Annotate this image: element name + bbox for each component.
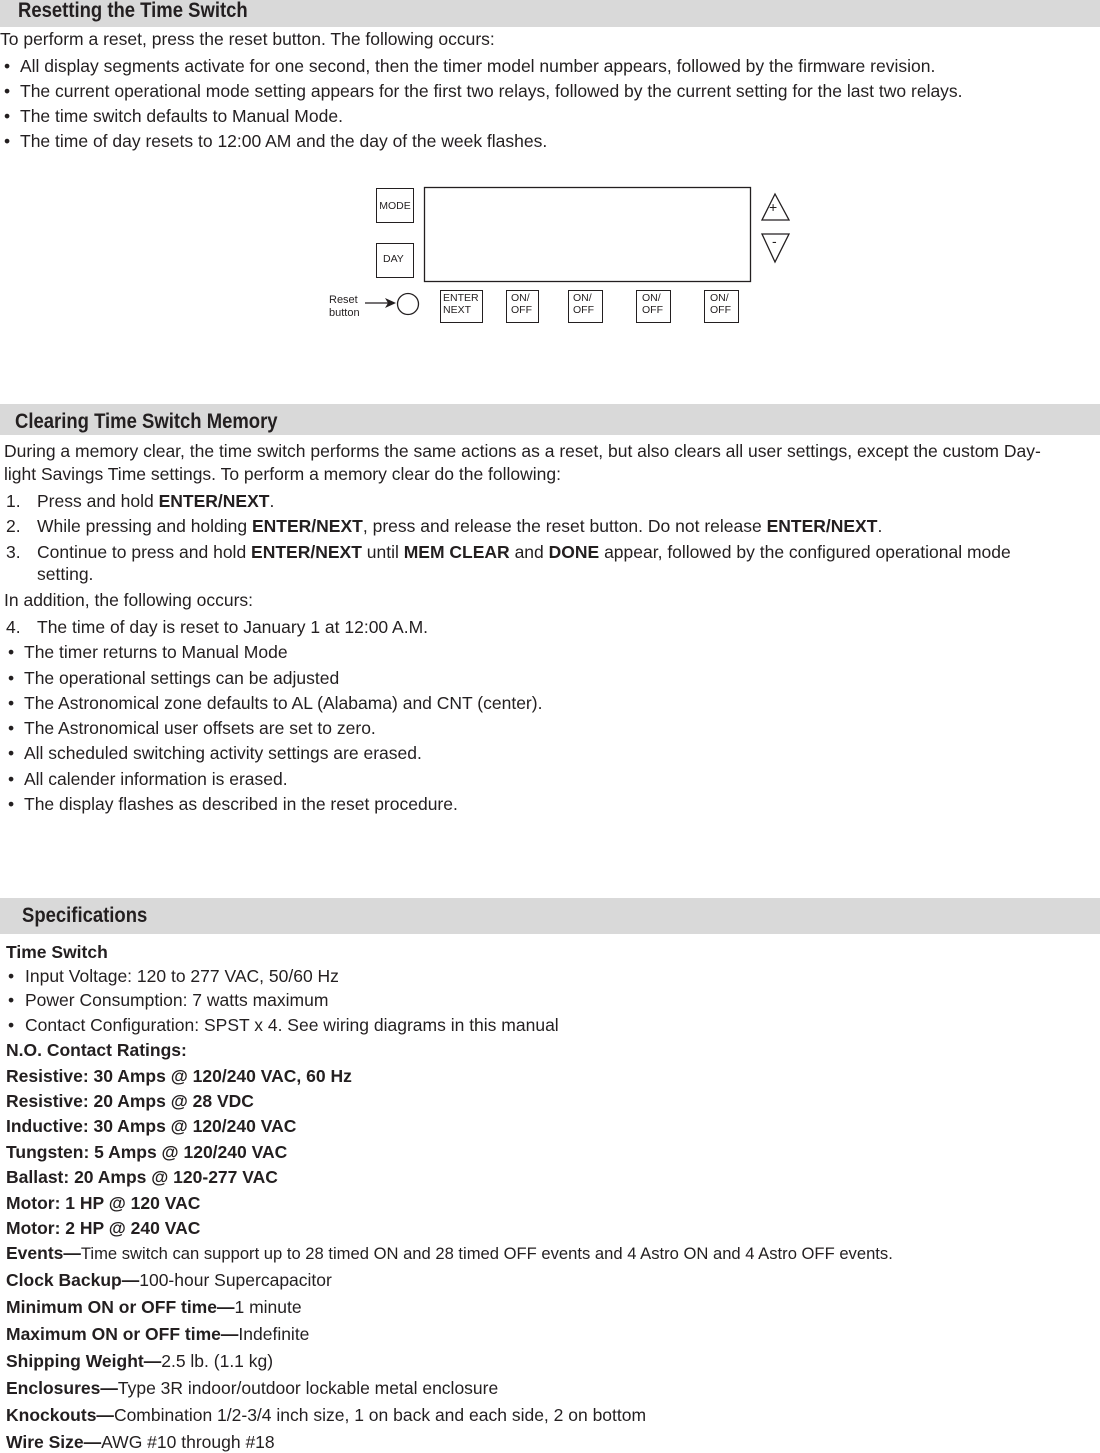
spec-key: Shipping Weight— <box>6 1351 162 1371</box>
onoff-label: ON/ <box>642 292 661 304</box>
section-title: Clearing Time Switch Memory <box>15 410 278 433</box>
step-number: 1. <box>6 491 21 511</box>
rating-line <box>6 1090 254 1112</box>
clear-paragraph-line: light Savings Time settings. To perform a memory clear do the following: <box>4 464 562 484</box>
next-label: NEXT <box>443 304 472 316</box>
rating-text: Motor: 2 HP @ 240 VAC <box>6 1218 201 1238</box>
step-text: until <box>361 542 404 562</box>
step-text: , press and release the reset button. Do not release <box>362 516 767 536</box>
spec-item-enclosures <box>6 1377 498 1399</box>
section-title: Resetting the Time Switch <box>18 0 248 22</box>
list-item: The timer returns to Manual Mode <box>24 642 288 662</box>
step-key-text: ENTER/NEXT <box>252 516 363 536</box>
step-3-continued: setting. <box>37 564 94 584</box>
clear-paragraph-line: During a memory clear, the time switch performs the same actions as a reset, but also clears all user settings, except the custom Day- <box>4 441 1041 461</box>
list-item: The display flashes as described in the reset procedure. <box>24 794 458 814</box>
list-item: The Astronomical user offsets are set to zero. <box>24 718 376 738</box>
spec-key: Maximum ON or OFF time— <box>6 1324 239 1344</box>
step-text: . <box>269 491 275 511</box>
spec-value: Type 3R indoor/outdoor lockable metal enclosure <box>117 1378 499 1398</box>
spec-value: AWG #10 through #18 <box>101 1432 275 1452</box>
spec-value: Indefinite <box>238 1324 310 1344</box>
reset-button-icon <box>398 294 419 315</box>
time-switch-label: Time Switch <box>6 942 108 962</box>
onoff-label: OFF <box>642 304 663 316</box>
step-text: and <box>509 542 549 562</box>
bullet-marker: • <box>8 743 15 763</box>
spec-value: Time switch can support up to 28 timed ON and 28 timed OFF events and 4 Astro ON and 4 Astro OFF events. <box>80 1244 893 1263</box>
step-text: Press and hold <box>37 491 159 511</box>
spec-key: Knockouts— <box>6 1405 114 1425</box>
step-text: appear, followed by the configured operational mode <box>599 542 1011 562</box>
list-item: The current operational mode setting appears for the first two relays, followed by the current setting for the last two relays. <box>20 81 963 101</box>
spec-item-min-time <box>6 1296 302 1318</box>
list-item: All scheduled switching activity settings are erased. <box>24 743 422 763</box>
step-key-text: ENTER/NEXT <box>766 516 878 536</box>
step-text: . <box>877 516 883 536</box>
relay-3-onoff-key[interactable] <box>636 290 671 323</box>
step-1 <box>37 490 274 512</box>
bullet-marker: • <box>8 668 15 688</box>
spec-value: 100-hour Supercapacitor <box>139 1270 332 1290</box>
section-header-clear <box>0 404 1100 435</box>
rating-line <box>6 1141 287 1163</box>
step-key-text: DONE <box>548 542 600 562</box>
rating-text: Ballast: 20 Amps @ 120-277 VAC <box>6 1167 278 1187</box>
step-text: While pressing and holding <box>37 516 252 536</box>
rating-line <box>6 1065 352 1087</box>
bullet-marker: • <box>8 642 15 662</box>
spec-key: Minimum ON or OFF time— <box>6 1297 235 1317</box>
step-4: The time of day is reset to January 1 at 12:00 A.M. <box>37 617 429 637</box>
onoff-label: OFF <box>710 304 731 316</box>
time-switch-heading <box>6 941 108 963</box>
spec-item-events <box>6 1242 893 1265</box>
spec-key: Wire Size— <box>6 1432 102 1452</box>
onoff-label: ON/ <box>511 292 530 304</box>
list-item: Contact Configuration: SPST x 4. See wiring diagrams in this manual <box>25 1015 559 1035</box>
minus-label: - <box>772 233 777 249</box>
reset-label <box>329 294 360 320</box>
spec-key: Clock Backup— <box>6 1270 140 1290</box>
spec-item-wire-size <box>6 1431 275 1453</box>
relay-1-onoff-key[interactable] <box>506 290 539 323</box>
spec-item-knockouts <box>6 1404 646 1426</box>
step-key-text: ENTER/NEXT <box>251 542 362 562</box>
mode-label: MODE <box>379 200 411 212</box>
relay-2-onoff-key[interactable] <box>568 290 603 323</box>
addition-text: In addition, the following occurs: <box>4 590 254 610</box>
bullet-marker: • <box>8 794 15 814</box>
spec-item-clock-backup <box>6 1269 332 1291</box>
rating-line <box>6 1039 187 1061</box>
list-item: Power Consumption: 7 watts maximum <box>25 990 329 1010</box>
step-3 <box>37 541 1011 563</box>
rating-text: N.O. Contact Ratings: <box>6 1040 187 1060</box>
bullet-marker: • <box>4 81 11 101</box>
spec-value: 1 minute <box>234 1297 302 1317</box>
spec-value: Combination 1/2-3/4 inch size, 1 on back and each side, 2 on bottom <box>113 1405 647 1425</box>
spec-key: Enclosures— <box>6 1378 118 1398</box>
bullet-marker: • <box>4 131 11 151</box>
step-key-text: ENTER/NEXT <box>158 491 270 511</box>
rating-line <box>6 1192 200 1214</box>
onoff-label: ON/ <box>710 292 729 304</box>
step-text: Continue to press and hold <box>37 542 252 562</box>
rating-text: Resistive: 30 Amps @ 120/240 VAC, 60 Hz <box>6 1066 352 1086</box>
bullet-marker: • <box>8 966 15 986</box>
list-item: All calender information is erased. <box>24 769 288 789</box>
spec-item-weight <box>6 1350 273 1372</box>
step-number: 2. <box>6 516 21 536</box>
spec-item-max-time <box>6 1323 309 1345</box>
list-item: The Astronomical zone defaults to AL (Alabama) and CNT (center). <box>24 693 543 713</box>
rating-text: Resistive: 20 Amps @ 28 VDC <box>6 1091 254 1111</box>
bullet-marker: • <box>8 769 15 789</box>
spec-key: Events— <box>6 1243 81 1263</box>
enter-label: ENTER <box>443 292 479 304</box>
reset-label-line: button <box>329 307 360 319</box>
onoff-label: OFF <box>511 304 532 316</box>
bullet-marker: • <box>8 990 15 1010</box>
plus-label: + <box>769 199 778 215</box>
rating-line <box>6 1166 278 1188</box>
bullet-marker: • <box>8 718 15 738</box>
relay-4-onoff-key[interactable] <box>704 290 739 323</box>
reset-intro: To perform a reset, press the reset button. The following occurs: <box>0 29 495 49</box>
list-item: The time switch defaults to Manual Mode. <box>20 106 343 126</box>
list-item: The time of day resets to 12:00 AM and the day of the week flashes. <box>20 131 548 151</box>
list-item: The operational settings can be adjusted <box>24 668 340 688</box>
onoff-label: OFF <box>573 304 594 316</box>
enter-next-key[interactable] <box>440 290 483 323</box>
bullet-marker: • <box>4 106 11 126</box>
display-window <box>425 188 751 282</box>
step-2 <box>37 515 882 537</box>
step-number: 4. <box>6 617 21 637</box>
bullet-marker: • <box>4 56 11 76</box>
day-key[interactable] <box>376 243 414 278</box>
list-item: Input Voltage: 120 to 277 VAC, 50/60 Hz <box>25 966 339 986</box>
section-header-specs <box>0 898 1100 934</box>
rating-text: Motor: 1 HP @ 120 VAC <box>6 1193 201 1213</box>
spec-value: 2.5 lb. (1.1 kg) <box>161 1351 274 1371</box>
bullet-marker: • <box>8 1015 15 1035</box>
list-item: All display segments activate for one second, then the timer model number appears, followed by the firmware revision. <box>20 56 936 76</box>
section-title: Specifications <box>22 904 148 927</box>
rating-line <box>6 1217 200 1239</box>
rating-line <box>6 1115 296 1137</box>
diagram-lines <box>0 0 1100 340</box>
day-label: DAY <box>383 253 404 265</box>
step-key-text: MEM CLEAR <box>403 542 510 562</box>
rating-text: Inductive: 30 Amps @ 120/240 VAC <box>6 1116 297 1136</box>
mode-key[interactable] <box>376 188 414 223</box>
onoff-label: ON/ <box>573 292 592 304</box>
rating-text: Tungsten: 5 Amps @ 120/240 VAC <box>6 1142 288 1162</box>
reset-label-line: Reset <box>329 294 358 306</box>
bullet-marker: • <box>8 693 15 713</box>
step-number: 3. <box>6 542 21 562</box>
